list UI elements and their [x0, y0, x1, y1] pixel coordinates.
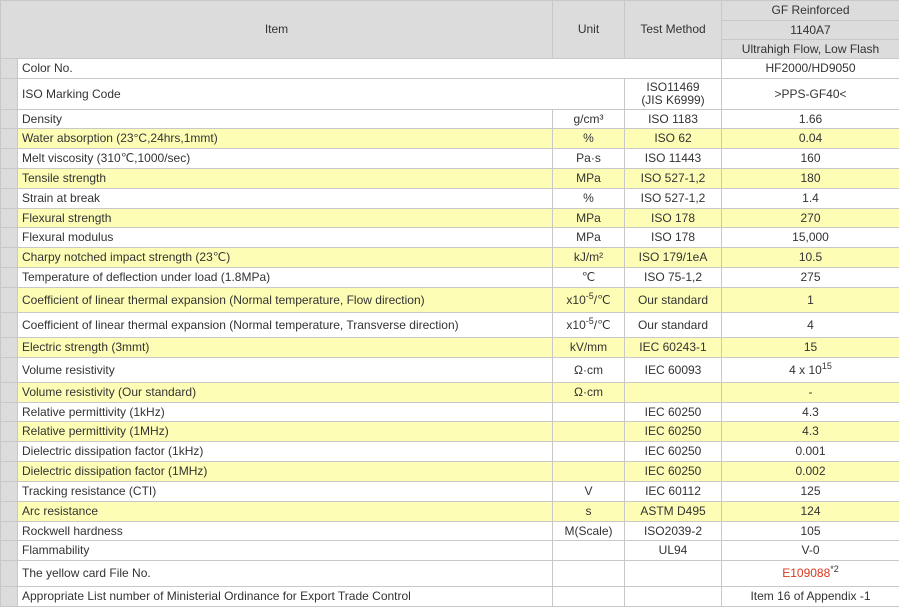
row-item: Charpy notched impact strength (23℃) [18, 248, 553, 268]
unit-base: x10 [566, 317, 586, 332]
table-row [1, 358, 899, 383]
row-item: ISO Marking Code [18, 79, 625, 110]
row-item: Volume resistivity [18, 358, 553, 383]
table-row [1, 110, 899, 129]
row-method: IEC 60243-1 [625, 338, 722, 358]
row-value: 0.04 [722, 129, 899, 149]
unit-tail: /℃ [593, 317, 611, 332]
row-value: 15 [722, 338, 899, 358]
row-value [722, 561, 899, 587]
row-unit [553, 587, 625, 607]
row-item: Electric strength (3mmt) [18, 338, 553, 358]
unit-exponent: -5 [585, 315, 594, 326]
row-unit [553, 442, 625, 462]
row-item: Water absorption (23°C,24hrs,1mmt) [18, 129, 553, 149]
table-row [1, 482, 899, 502]
table-row [1, 561, 899, 587]
row-value: - [722, 383, 899, 403]
row-item: Temperature of deflection under load (1.8MPa) [18, 268, 553, 288]
table-row [1, 403, 899, 422]
row-unit [553, 313, 625, 338]
row-item: Tracking resistance (CTI) [18, 482, 553, 502]
row-value: 10.5 [722, 248, 899, 268]
table-row [1, 442, 899, 462]
table-row [1, 268, 899, 288]
row-unit: Pa·s [553, 149, 625, 169]
row-unit: kJ/m² [553, 248, 625, 268]
row-value: 275 [722, 268, 899, 288]
row-method [625, 79, 722, 110]
row-item: Flexural strength [18, 209, 553, 228]
row-value: 270 [722, 209, 899, 228]
row-method: IEC 60093 [625, 358, 722, 383]
header-feature: Ultrahigh Flow, Low Flash [722, 40, 899, 59]
row-method-line: ISO11469 [646, 80, 700, 94]
row-value: 1.4 [722, 189, 899, 209]
row-item: Relative permittivity (1kHz) [18, 403, 553, 422]
table-row [1, 462, 899, 482]
row-method: Our standard [625, 313, 722, 338]
table-row [1, 169, 899, 189]
row-unit [553, 403, 625, 422]
header-category: GF Reinforced [722, 1, 899, 21]
header-unit: Unit [553, 1, 625, 59]
value-exponent: 15 [821, 360, 832, 371]
row-method [625, 561, 722, 587]
row-method: UL94 [625, 541, 722, 561]
row-value: 124 [722, 502, 899, 522]
row-item: Relative permittivity (1MHz) [18, 422, 553, 442]
row-unit: ℃ [553, 268, 625, 288]
row-item: Strain at break [18, 189, 553, 209]
row-item: Rockwell hardness [18, 522, 553, 541]
unit-exponent: -5 [585, 290, 594, 301]
row-item: Arc resistance [18, 502, 553, 522]
row-value: 15,000 [722, 228, 899, 248]
table-row [1, 189, 899, 209]
row-value: V-0 [722, 541, 899, 561]
table-row [1, 541, 899, 561]
yellow-card-link[interactable]: E109088 [782, 566, 831, 580]
row-method: Our standard [625, 288, 722, 313]
row-value: 1.66 [722, 110, 899, 129]
row-unit: kV/mm [553, 338, 625, 358]
row-method: ISO 75-1,2 [625, 268, 722, 288]
row-value: 160 [722, 149, 899, 169]
row-item: Coefficient of linear thermal expansion (Normal temperature, Transverse direction) [18, 313, 553, 338]
table-row [1, 502, 899, 522]
row-method: IEC 60250 [625, 403, 722, 422]
row-value: 180 [722, 169, 899, 189]
row-method: ISO 527-1,2 [625, 189, 722, 209]
row-value [722, 358, 899, 383]
row-item: Color No. [18, 59, 722, 79]
row-method: ISO 11443 [625, 149, 722, 169]
row-method: ISO 178 [625, 228, 722, 248]
row-unit [553, 288, 625, 313]
table-row [1, 228, 899, 248]
row-method: IEC 60250 [625, 422, 722, 442]
row-value: 105 [722, 522, 899, 541]
row-item: Flexural modulus [18, 228, 553, 248]
row-item: Melt viscosity (310℃,1000/sec) [18, 149, 553, 169]
row-unit [553, 422, 625, 442]
header-test-method: Test Method [625, 1, 722, 59]
row-method: ISO 1183 [625, 110, 722, 129]
row-method: ISO 527-1,2 [625, 169, 722, 189]
row-unit: MPa [553, 169, 625, 189]
footnote-marker: *2 [830, 564, 839, 574]
row-item: Dielectric dissipation factor (1kHz) [18, 442, 553, 462]
row-item: Flammability [18, 541, 553, 561]
row-unit: Ω·cm [553, 358, 625, 383]
unit-tail: /℃ [593, 292, 611, 307]
row-item: Coefficient of linear thermal expansion (Normal temperature, Flow direction) [18, 288, 553, 313]
table-row [1, 587, 899, 607]
row-value: 0.001 [722, 442, 899, 462]
row-method: IEC 60112 [625, 482, 722, 502]
header-item: Item [1, 1, 553, 59]
table-row [1, 129, 899, 149]
row-method: ISO 178 [625, 209, 722, 228]
row-unit [553, 462, 625, 482]
value-base: 4 x 10 [789, 362, 822, 377]
row-unit: Ω·cm [553, 383, 625, 403]
table-row [1, 288, 899, 313]
row-value: >PPS-GF40< [722, 79, 899, 110]
row-unit: V [553, 482, 625, 502]
row-unit: g/cm³ [553, 110, 625, 129]
row-unit: % [553, 189, 625, 209]
table-row [1, 383, 899, 403]
row-unit [553, 561, 625, 587]
row-method: ISO 179/1eA [625, 248, 722, 268]
row-value: 4.3 [722, 403, 899, 422]
table-row [1, 248, 899, 268]
table-row [1, 149, 899, 169]
row-value: 4.3 [722, 422, 899, 442]
row-value: 1 [722, 288, 899, 313]
unit-base: x10 [566, 292, 586, 307]
table-row [1, 338, 899, 358]
table-row [1, 422, 899, 442]
row-value: 125 [722, 482, 899, 502]
row-value: HF2000/HD9050 [722, 59, 899, 79]
table-row [1, 522, 899, 541]
row-value: 0.002 [722, 462, 899, 482]
row-unit: % [553, 129, 625, 149]
row-value: 4 [722, 313, 899, 338]
row-method [625, 587, 722, 607]
table-row [1, 209, 899, 228]
table-row [1, 59, 899, 79]
row-item: The yellow card File No. [18, 561, 553, 587]
row-value: Item 16 of Appendix -1 [722, 587, 899, 607]
row-item: Density [18, 110, 553, 129]
row-unit: s [553, 502, 625, 522]
row-method: ASTM D495 [625, 502, 722, 522]
row-item: Appropriate List number of Ministerial Ordinance for Export Trade Control [18, 587, 553, 607]
table-row [1, 79, 899, 110]
header-grade: 1140A7 [722, 21, 899, 40]
row-unit: M(Scale) [553, 522, 625, 541]
row-method: ISO2039-2 [625, 522, 722, 541]
row-item: Tensile strength [18, 169, 553, 189]
row-method: ISO 62 [625, 129, 722, 149]
row-method: IEC 60250 [625, 462, 722, 482]
row-unit: MPa [553, 209, 625, 228]
row-method-line: (JIS K6999) [641, 93, 705, 107]
row-unit: MPa [553, 228, 625, 248]
table-row [1, 313, 899, 338]
row-method [625, 383, 722, 403]
row-item: Volume resistivity (Our standard) [18, 383, 553, 403]
row-item: Dielectric dissipation factor (1MHz) [18, 462, 553, 482]
row-unit [553, 541, 625, 561]
row-method: IEC 60250 [625, 442, 722, 462]
